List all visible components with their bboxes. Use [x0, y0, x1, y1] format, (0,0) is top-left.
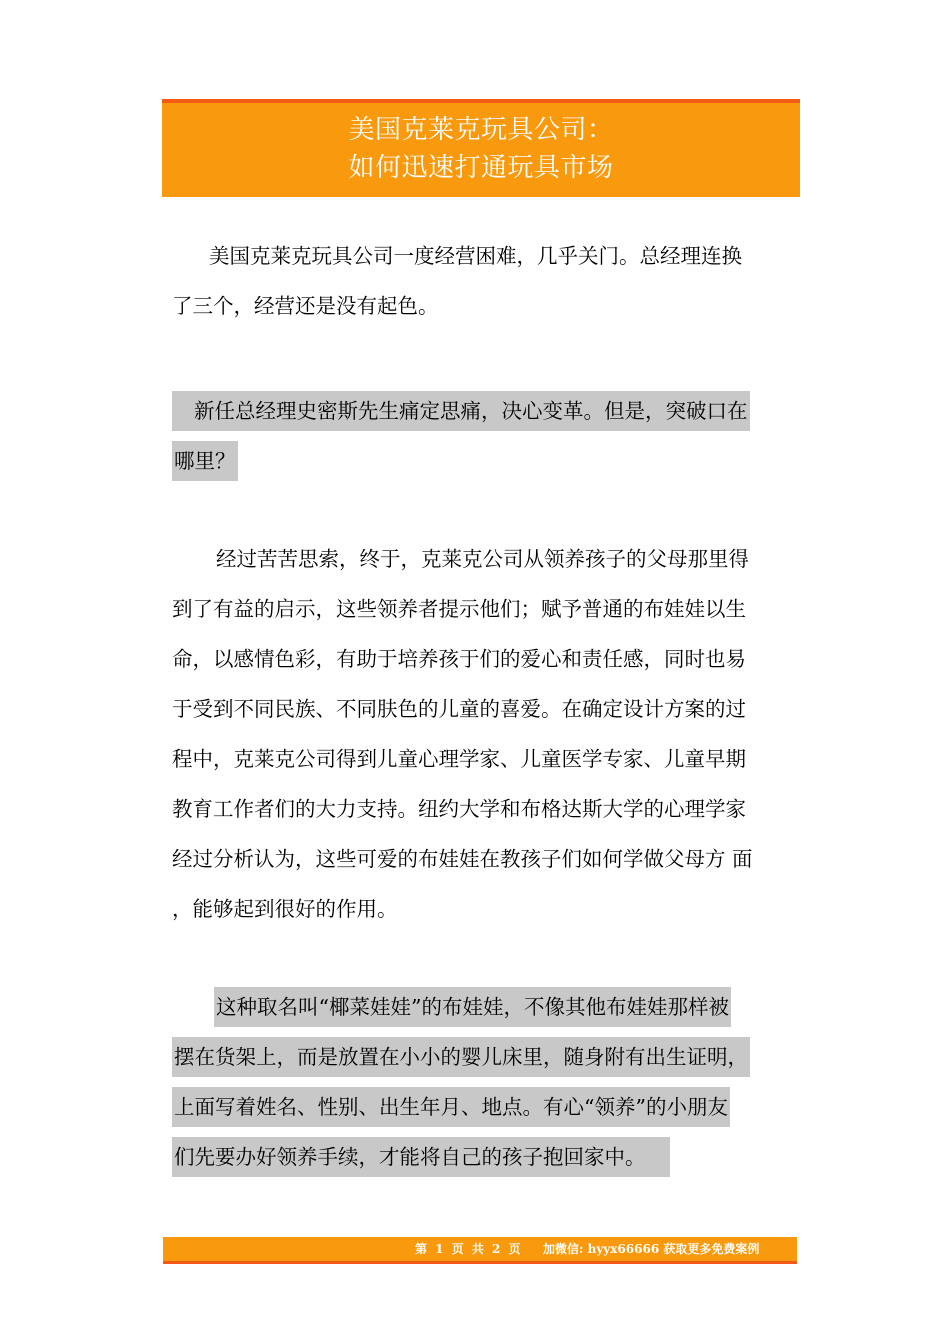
highlighted-line: 新任总经理史密斯先生痛定思痛，决心变革。但是，突破口在	[172, 391, 750, 431]
paragraph-line: 到了有益的启示，这些领养者提示他们；赋予普通的布娃娃以生	[172, 597, 746, 621]
title-line-1: 美国克莱克玩具公司：	[348, 115, 614, 145]
title-banner	[162, 99, 800, 197]
paragraph-line: 了三个，经营还是没有起色。	[172, 294, 439, 318]
paragraph-2	[172, 386, 792, 486]
paragraph-3	[172, 534, 792, 934]
paragraph-line: 经过苦苦思索，终于，克莱克公司从领养孩子的父母那里得	[216, 547, 749, 571]
page-number: 第 1 页 共 2 页	[415, 1242, 523, 1256]
paragraph-1	[172, 231, 792, 331]
paragraph-line: 程中，克莱克公司得到儿童心理学家、儿童医学专家、儿童早期	[172, 747, 746, 771]
highlighted-line: 哪里？	[172, 441, 238, 481]
paragraph-line: ，能够起到很好的作用。	[172, 897, 398, 921]
paragraph-line: 于受到不同民族、不同肤色的儿童的喜爱。在确定设计方案的过	[172, 697, 746, 721]
footer-promo: 加微信: hyyx66666 获取更多免费案例	[543, 1242, 760, 1256]
page-footer	[163, 1237, 797, 1264]
highlighted-line: 们先要办好领养手续，才能将自己的孩子抱回家中。	[172, 1137, 670, 1177]
paragraph-line: 命，以感情色彩，有助于培养孩于们的爱心和责任感，同时也易	[172, 647, 746, 671]
highlighted-line: 这种取名叫“椰菜娃娃”的布娃娃，不像其他布娃娃那样被	[214, 987, 731, 1027]
paragraph-line: 教育工作者们的大力支持。纽约大学和布格达斯大学的心理学家	[172, 797, 746, 821]
highlighted-line: 上面写着姓名、性别、出生年月、地点。有心“领养”的小朋友	[172, 1087, 730, 1127]
paragraph-line: 经过分析认为，这些可爱的布娃娃在教孩子们如何学做父母方 面	[172, 847, 753, 871]
paragraph-4	[172, 982, 792, 1182]
title-line-2: 如何迅速打通玩具市场	[348, 153, 614, 183]
paragraph-line: 美国克莱克玩具公司一度经营困难，几乎关门。总经理连换	[209, 244, 742, 268]
highlighted-line: 摆在货架上，而是放置在小小的婴儿床里，随身附有出生证明，	[172, 1037, 750, 1077]
